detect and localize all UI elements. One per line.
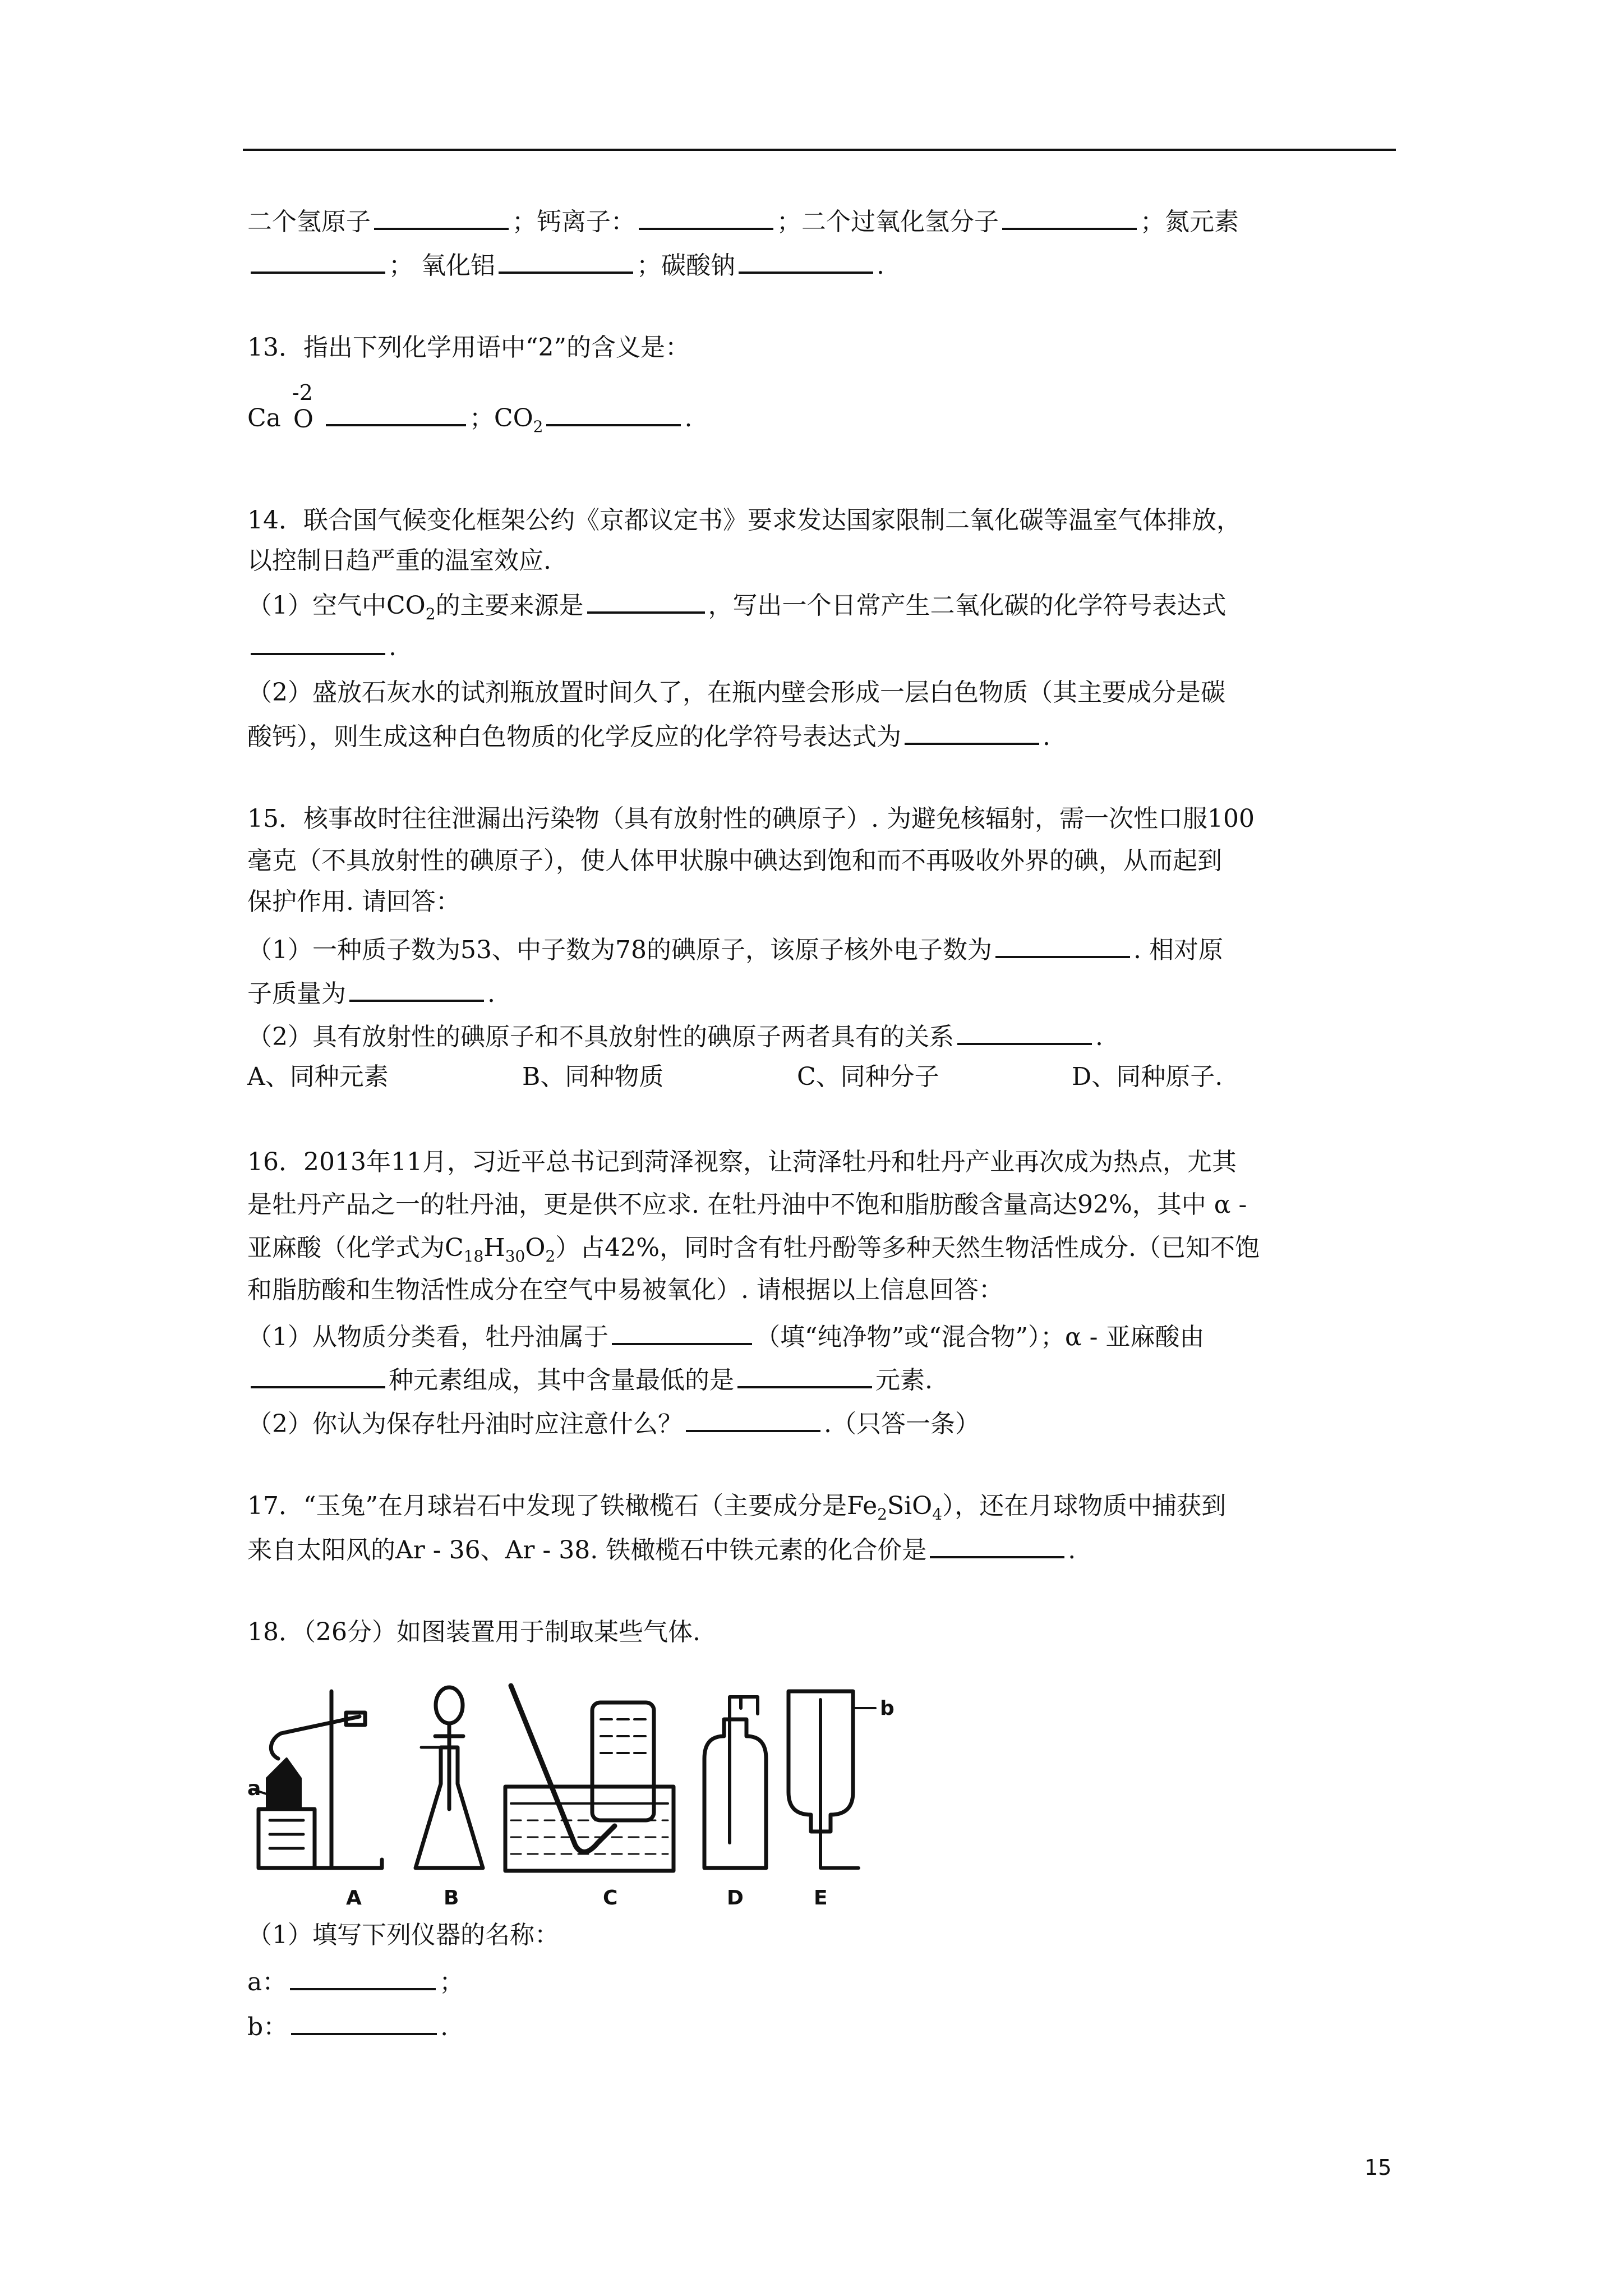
label-a: a: [247, 1777, 261, 1800]
question-13-items: Ca -2 O ；$CO_2$ .: [247, 380, 693, 436]
option-c[interactable]: C、同种分子: [797, 1062, 939, 1091]
option-a[interactable]: A、同种元素: [247, 1062, 389, 1091]
q16-part2: （2）你认为保存牡丹油时应注意什么？ .（只答一条）: [247, 1405, 980, 1441]
page-number: 15: [1364, 2155, 1392, 2180]
blank[interactable]: [930, 1531, 1064, 1558]
q15-part1: （1）一种质子数为53、中子数为78的碘原子，该原子核外电子数为 . 相对原: [247, 931, 1223, 967]
blank[interactable]: [1002, 203, 1137, 230]
blank[interactable]: [612, 1318, 752, 1345]
blank[interactable]: [957, 1018, 1092, 1045]
blank[interactable]: [995, 931, 1130, 958]
blank[interactable]: [291, 2008, 437, 2035]
question-15: 15．核事故时往往泄漏出污染物（具有放射性的碘原子）. 为避免核辐射，需一次性口服100: [247, 804, 1255, 833]
option-b[interactable]: B、同种物质: [522, 1062, 664, 1091]
blank[interactable]: [251, 628, 385, 655]
apparatus-c: [505, 1686, 674, 1871]
blank[interactable]: [737, 1361, 872, 1388]
question-17: 17．“玉兔”在月球岩石中发现了铁橄榄石（主要成分是$Fe_2SiO_4$），还在月球物质中捕获到: [247, 1492, 1227, 1524]
blank[interactable]: [251, 1361, 385, 1388]
blank[interactable]: [587, 587, 705, 614]
q15-options: [247, 1060, 1223, 1094]
apparatus-figure: [247, 1674, 954, 1916]
question-14: 14．联合国气候变化框架公约《京都议定书》要求发达国家限制二氧化碳等温室气体排放，: [247, 506, 1241, 535]
blank[interactable]: [905, 718, 1039, 745]
blank[interactable]: [349, 975, 484, 1002]
line-ions: 二个氢原子 ；钙离子： ；二个过氧化氢分子 ；氮元素: [247, 203, 1239, 239]
caption-b: B: [444, 1887, 459, 1910]
blank[interactable]: [639, 203, 773, 230]
blank[interactable]: [499, 247, 633, 274]
blank[interactable]: [290, 1963, 436, 1990]
q14-part1: （1）空气中$CO_2$的主要来源是 ，写出一个日常产生二氧化碳的化学符号表达式: [247, 587, 1227, 623]
q16-line4: 和脂肪酸和生物活性成分在空气中易被氧化）. 请根据以上信息回答：: [247, 1276, 1003, 1304]
blank[interactable]: [374, 203, 509, 230]
blank[interactable]: [251, 247, 385, 274]
q15-line2: 毫克（不具放射性的碘原子），使人体甲状腺中碘达到饱和而不再吸收外界的碘，从而起到: [247, 846, 1222, 875]
apparatus-a: [253, 1691, 382, 1868]
question-18: 18．（26分）如图装置用于制取某些气体.: [247, 1618, 700, 1646]
caption-e: E: [814, 1887, 828, 1910]
q18-blank-b: b： .: [247, 2008, 448, 2044]
caption-d: D: [727, 1887, 744, 1910]
q18-blank-a: a： ；: [247, 1963, 464, 1999]
caption-c: C: [603, 1887, 618, 1910]
option-d[interactable]: D、同种原子.: [1072, 1062, 1223, 1091]
blank[interactable]: [739, 247, 873, 274]
q14-line2: 以控制日趋严重的温室效应.: [247, 546, 551, 575]
header-rule: [243, 149, 1396, 151]
line-compounds: ； 氧化铝 ；碳酸钠 .: [247, 247, 884, 283]
q17-line2: 来自太阳风的Ar - 36、Ar - 38. 铁橄榄石中铁元素的化合价是 .: [247, 1531, 1076, 1567]
q14-part1-cont: .: [247, 628, 396, 664]
question-16: 16．2013年11月，习近平总书记到菏泽视察，让菏泽牡丹和牡丹产业再次成为热点，尤其: [247, 1148, 1237, 1176]
q16-line2: 是牡丹产品之一的牡丹油，更是供不应求. 在牡丹油中不饱和脂肪酸含量高达92%，其中 α -: [247, 1190, 1247, 1219]
blank[interactable]: [326, 399, 466, 426]
apparatus-e: [789, 1691, 875, 1868]
q16-part1-cont: 种元素组成，其中含量最低的是 元素.: [247, 1361, 933, 1397]
blank[interactable]: [686, 1405, 820, 1432]
q15-line3: 保护作用. 请回答：: [247, 887, 460, 916]
q16-part1: （1）从物质分类看，牡丹油属于 （填“纯净物”或“混合物”）；α - 亚麻酸由: [247, 1318, 1205, 1354]
apparatus-b: [416, 1687, 483, 1868]
caption-a: A: [346, 1887, 362, 1910]
q14-part2: （2）盛放石灰水的试剂瓶放置时间久了，在瓶内壁会形成一层白色物质（其主要成分是碳: [247, 678, 1225, 707]
q15-part1-cont: 子质量为 .: [247, 975, 495, 1011]
label-b: b: [880, 1697, 895, 1720]
q16-line3: 亚麻酸（化学式为$C_{18}H_{30}O_2$）占42%，同时含有牡丹酚等多种天然生物活性成分.（已知不饱: [247, 1234, 1260, 1266]
q18-part1: （1）填写下列仪器的名称：: [247, 1921, 559, 1949]
q14-part2-cont: 酸钙），则生成这种白色物质的化学反应的化学符号表达式为 .: [247, 718, 1050, 754]
q15-part2: （2）具有放射性的碘原子和不具放射性的碘原子两者具有的关系 .: [247, 1018, 1103, 1054]
question-13: 13．指出下列化学用语中“2”的含义是：: [247, 333, 690, 362]
blank[interactable]: [546, 399, 681, 426]
apparatus-d: [704, 1697, 766, 1868]
